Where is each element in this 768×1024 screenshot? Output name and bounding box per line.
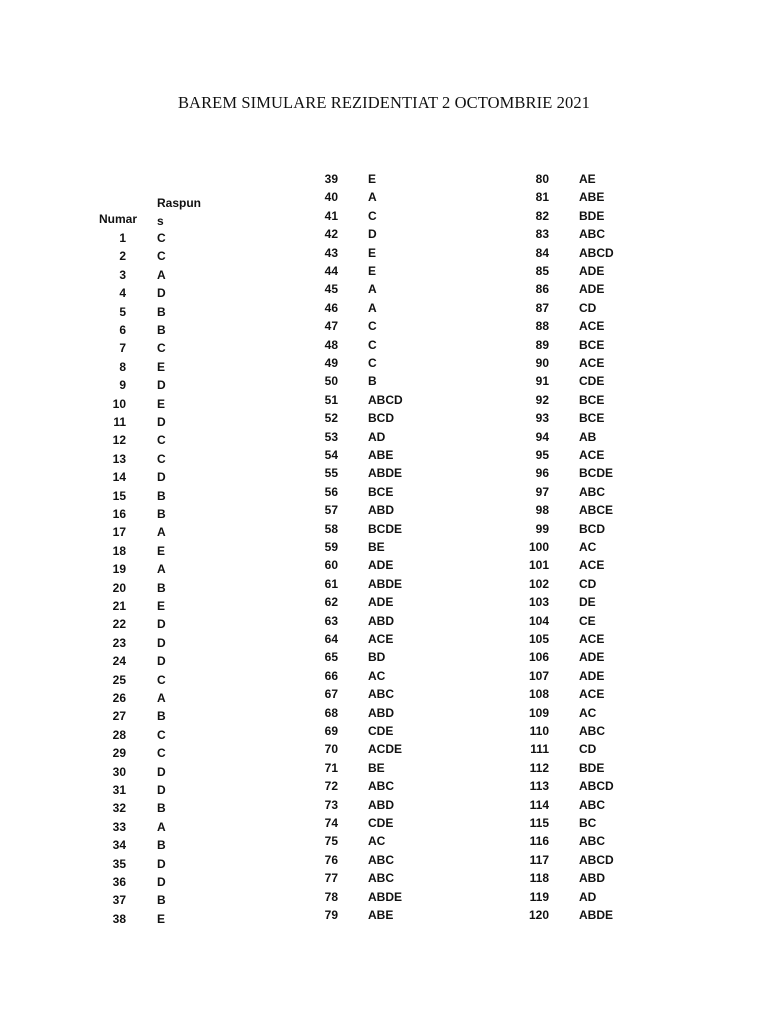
answer-letters: C bbox=[368, 319, 377, 334]
question-number: 31 bbox=[112, 783, 126, 797]
question-number: 9 bbox=[119, 378, 126, 393]
answer-letters: ABD bbox=[368, 797, 394, 812]
question-number: 68 bbox=[324, 705, 338, 720]
answer-letters: AB bbox=[579, 429, 597, 444]
question-number: 76 bbox=[324, 852, 338, 867]
answer-letters: ACDE bbox=[368, 742, 403, 757]
answer-letters: A bbox=[157, 819, 166, 834]
question-number: 107 bbox=[528, 668, 549, 683]
answer-letters: D bbox=[157, 764, 166, 779]
answer-letters: A bbox=[157, 267, 166, 282]
question-number: 89 bbox=[535, 337, 549, 352]
answer-letters: ABE bbox=[579, 190, 605, 205]
question-number: 115 bbox=[529, 816, 549, 830]
answer-letters: ABCE bbox=[579, 503, 614, 518]
answer-letters: ABC bbox=[579, 227, 605, 242]
answer-letters: B bbox=[157, 304, 166, 319]
answer-letters: B bbox=[157, 709, 166, 724]
question-number: 94 bbox=[535, 429, 549, 444]
question-number: 28 bbox=[112, 727, 126, 742]
question-number: 57 bbox=[324, 503, 338, 518]
question-number: 96 bbox=[535, 466, 549, 481]
question-number: 46 bbox=[324, 300, 338, 315]
question-number: 103 bbox=[528, 595, 549, 610]
question-number: 37 bbox=[112, 893, 126, 908]
question-number: 95 bbox=[535, 448, 549, 462]
question-number: 5 bbox=[119, 304, 126, 319]
question-number: 67 bbox=[324, 687, 338, 702]
answer-letters: D bbox=[157, 875, 166, 889]
question-number: 17 bbox=[112, 525, 126, 540]
answer-letters: ABC bbox=[579, 484, 605, 499]
question-number: 65 bbox=[324, 650, 338, 665]
header-answer-line2: s bbox=[157, 214, 164, 229]
question-number: 49 bbox=[324, 356, 338, 370]
answer-letters: C bbox=[368, 208, 377, 223]
question-number: 74 bbox=[324, 816, 338, 830]
question-number: 79 bbox=[324, 908, 338, 922]
question-number: 25 bbox=[112, 672, 126, 687]
answer-letters: AD bbox=[579, 889, 597, 904]
question-number: 90 bbox=[535, 356, 549, 370]
answer-letters: E bbox=[157, 396, 166, 411]
answer-letters: ABD bbox=[368, 503, 394, 518]
answer-letters: AC bbox=[579, 540, 597, 554]
answer-letters: AC bbox=[368, 668, 386, 683]
question-number: 21 bbox=[112, 599, 126, 613]
answer-letters: E bbox=[368, 172, 377, 186]
answer-letters: ACE bbox=[579, 558, 605, 573]
question-number: 8 bbox=[119, 359, 126, 374]
question-number: 41 bbox=[324, 208, 338, 223]
answer-letters: ABC bbox=[368, 852, 394, 867]
answer-letters: CDE bbox=[579, 374, 605, 389]
question-number: 55 bbox=[324, 466, 338, 481]
question-number: 1 bbox=[119, 231, 126, 245]
answer-letters: ACE bbox=[579, 319, 605, 334]
answer-letters: ACE bbox=[579, 356, 605, 370]
answer-letters: BE bbox=[368, 760, 385, 775]
question-number: 82 bbox=[535, 208, 549, 223]
question-number: 91 bbox=[535, 374, 549, 389]
question-number: 118 bbox=[529, 871, 549, 886]
answer-letters: BCE bbox=[579, 392, 605, 407]
answer-letters: AC bbox=[579, 705, 597, 720]
question-number: 102 bbox=[528, 576, 549, 591]
question-number: 80 bbox=[535, 172, 549, 186]
question-number: 106 bbox=[528, 650, 549, 665]
answer-letters: ABCD bbox=[579, 245, 614, 260]
question-number: 73 bbox=[324, 797, 338, 812]
question-number: 12 bbox=[112, 433, 126, 448]
question-number: 27 bbox=[112, 709, 126, 724]
question-number: 19 bbox=[112, 562, 126, 577]
answer-letters: B bbox=[157, 507, 166, 521]
answer-letters: ABC bbox=[579, 834, 605, 849]
question-number: 16 bbox=[112, 507, 126, 521]
answer-letters: ADE bbox=[579, 264, 605, 278]
answer-letters: C bbox=[157, 727, 166, 742]
question-number: 54 bbox=[324, 448, 338, 462]
question-number: 47 bbox=[324, 319, 338, 334]
answer-letters: ABCD bbox=[368, 392, 403, 407]
question-number: 120 bbox=[528, 908, 549, 922]
answer-letters: AE bbox=[579, 172, 596, 186]
question-number: 51 bbox=[324, 392, 338, 407]
answer-letters: D bbox=[157, 415, 166, 429]
answer-letters: ACE bbox=[579, 632, 605, 646]
answer-letters: BCE bbox=[579, 411, 605, 426]
answer-letters: B bbox=[157, 838, 166, 853]
question-number: 2 bbox=[119, 249, 126, 264]
answer-letters: ADE bbox=[579, 650, 605, 665]
answer-letters: D bbox=[157, 286, 166, 301]
answer-letters: CDE bbox=[368, 724, 394, 738]
answer-letters: CD bbox=[579, 742, 597, 757]
question-number: 38 bbox=[112, 911, 126, 926]
answer-letters: B bbox=[157, 893, 166, 908]
answer-letters: ABC bbox=[579, 797, 605, 812]
answer-letters: ABDE bbox=[368, 889, 403, 904]
question-number: 39 bbox=[324, 172, 338, 186]
question-number: 23 bbox=[112, 635, 126, 650]
answer-letters: ABD bbox=[579, 871, 605, 886]
answer-letters: D bbox=[157, 654, 166, 669]
question-number: 77 bbox=[324, 871, 338, 886]
question-number: 61 bbox=[324, 576, 338, 591]
answer-letters: ABC bbox=[368, 687, 394, 702]
answer-letters: ACE bbox=[368, 632, 394, 646]
header-number: Numar bbox=[99, 212, 138, 226]
question-number: 44 bbox=[324, 264, 338, 278]
question-number: 93 bbox=[535, 411, 549, 426]
answer-letters: BDE bbox=[579, 760, 605, 775]
answer-letters: ABC bbox=[579, 724, 605, 738]
question-number: 24 bbox=[112, 654, 126, 669]
question-number: 48 bbox=[324, 337, 338, 352]
question-number: 30 bbox=[112, 764, 126, 779]
answer-letters: CE bbox=[579, 613, 596, 628]
answer-letters: D bbox=[157, 617, 166, 632]
answer-letters: ABC bbox=[368, 871, 394, 886]
question-number: 113 bbox=[529, 779, 549, 794]
answer-letters: C bbox=[368, 337, 377, 352]
question-number: 66 bbox=[324, 668, 338, 683]
question-number: 50 bbox=[324, 374, 338, 389]
answer-letters: C bbox=[157, 451, 166, 466]
answer-letters: C bbox=[157, 746, 166, 761]
answer-letters: E bbox=[157, 543, 166, 558]
answer-letters: B bbox=[368, 374, 377, 389]
question-number: 32 bbox=[112, 801, 126, 816]
question-number: 35 bbox=[112, 856, 126, 871]
question-number: 81 bbox=[535, 190, 549, 205]
answer-letters: B bbox=[157, 323, 166, 337]
question-number: 64 bbox=[324, 632, 338, 646]
question-number: 43 bbox=[324, 245, 338, 260]
question-number: 34 bbox=[112, 838, 126, 853]
answer-letters: ABE bbox=[368, 448, 394, 462]
answer-letters: AC bbox=[368, 834, 386, 849]
answer-letters: ABDE bbox=[368, 576, 403, 591]
question-number: 45 bbox=[324, 282, 338, 297]
question-number: 29 bbox=[112, 746, 126, 761]
answer-letters: B bbox=[157, 488, 166, 503]
answer-letters: E bbox=[157, 359, 166, 374]
question-number: 92 bbox=[535, 392, 549, 407]
answer-letters: A bbox=[157, 691, 166, 705]
answer-letters: BCE bbox=[368, 484, 394, 499]
answer-letters: BCD bbox=[368, 411, 394, 426]
answer-letters: ABDE bbox=[579, 908, 614, 922]
answer-letters: C bbox=[157, 672, 166, 687]
question-number: 14 bbox=[112, 470, 126, 485]
answer-letters: ACE bbox=[579, 687, 605, 702]
question-number: 59 bbox=[324, 540, 338, 554]
answer-letters: D bbox=[157, 470, 166, 485]
answer-letters: D bbox=[368, 227, 377, 242]
question-number: 13 bbox=[112, 451, 126, 466]
answer-letters: ABD bbox=[368, 613, 394, 628]
question-number: 15 bbox=[112, 488, 126, 503]
question-number: 88 bbox=[535, 319, 549, 334]
answer-letters: ADE bbox=[579, 668, 605, 683]
answer-letters: C bbox=[157, 433, 166, 448]
question-number: 116 bbox=[529, 834, 549, 849]
answer-letters: B bbox=[157, 801, 166, 816]
question-number: 97 bbox=[535, 484, 549, 499]
question-number: 119 bbox=[529, 889, 549, 904]
question-number: 40 bbox=[324, 190, 338, 205]
answer-letters: D bbox=[157, 856, 166, 871]
header-answer bbox=[157, 194, 217, 231]
answer-letters: C bbox=[157, 341, 166, 356]
question-number: 85 bbox=[535, 264, 549, 278]
answer-letters: C bbox=[157, 231, 166, 245]
question-number: 99 bbox=[535, 521, 549, 536]
answer-letters: ABE bbox=[368, 908, 394, 922]
question-number: 98 bbox=[535, 503, 549, 518]
question-number: 3 bbox=[119, 267, 126, 282]
question-number: 36 bbox=[112, 875, 126, 889]
answer-letters: A bbox=[368, 190, 377, 205]
answer-letters: ADE bbox=[368, 595, 394, 610]
answer-letters: C bbox=[368, 356, 377, 370]
answer-letters: CDE bbox=[368, 816, 394, 830]
answer-letters: DE bbox=[579, 595, 596, 610]
question-number: 110 bbox=[529, 724, 549, 738]
question-number: 112 bbox=[529, 760, 549, 775]
question-number: 87 bbox=[535, 300, 549, 315]
question-number: 69 bbox=[324, 724, 338, 738]
answer-letters: BC bbox=[579, 816, 597, 830]
answer-letters: BD bbox=[368, 650, 386, 665]
answer-letters: D bbox=[157, 635, 166, 650]
question-number: 42 bbox=[324, 227, 338, 242]
answer-letters: ABCD bbox=[579, 779, 614, 794]
question-number: 78 bbox=[324, 889, 338, 904]
answer-letters: E bbox=[368, 264, 377, 278]
answer-letters: E bbox=[157, 911, 166, 926]
answer-letters: BCE bbox=[579, 337, 605, 352]
answer-letters: E bbox=[157, 599, 166, 613]
question-number: 111 bbox=[530, 742, 549, 757]
question-number: 86 bbox=[535, 282, 549, 297]
question-number: 62 bbox=[324, 595, 338, 610]
answer-letters: BCDE bbox=[368, 521, 403, 536]
answer-letters: ABDE bbox=[368, 466, 403, 481]
question-number: 72 bbox=[324, 779, 338, 794]
question-number: 83 bbox=[535, 227, 549, 242]
question-number: 101 bbox=[528, 558, 549, 573]
question-number: 56 bbox=[324, 484, 338, 499]
question-number: 26 bbox=[112, 691, 126, 705]
question-number: 108 bbox=[528, 687, 549, 702]
answer-letters: BCDE bbox=[579, 466, 614, 481]
answer-letters: ABC bbox=[368, 779, 394, 794]
answer-letters: ABD bbox=[368, 705, 394, 720]
page-title: BAREM SIMULARE REZIDENTIAT 2 OCTOMBRIE 2021 bbox=[177, 93, 591, 112]
question-number: 58 bbox=[324, 521, 338, 536]
question-number: 63 bbox=[324, 613, 338, 628]
answer-letters: BE bbox=[368, 540, 385, 554]
question-number: 114 bbox=[529, 797, 549, 812]
answer-letters: ADE bbox=[368, 558, 394, 573]
answer-letters: CD bbox=[579, 576, 597, 591]
question-number: 33 bbox=[112, 819, 126, 834]
question-number: 75 bbox=[324, 834, 338, 849]
question-number: 105 bbox=[528, 632, 549, 646]
header-answer-line1: Raspun bbox=[157, 196, 202, 210]
question-number: 20 bbox=[112, 580, 126, 595]
answer-letters: ABCD bbox=[579, 852, 614, 867]
question-number: 7 bbox=[119, 341, 126, 356]
question-number: 117 bbox=[529, 852, 549, 867]
question-number: 70 bbox=[324, 742, 338, 757]
question-number: 6 bbox=[119, 323, 126, 337]
answer-letters: ACE bbox=[579, 448, 605, 462]
answer-letters: AD bbox=[368, 429, 386, 444]
question-number: 52 bbox=[324, 411, 338, 426]
answer-letters: E bbox=[368, 245, 377, 260]
answer-letters: A bbox=[368, 282, 377, 297]
question-number: 18 bbox=[112, 543, 126, 558]
answer-letters: D bbox=[157, 783, 166, 797]
question-number: 109 bbox=[528, 705, 549, 720]
question-number: 84 bbox=[535, 245, 549, 260]
question-number: 4 bbox=[119, 286, 126, 301]
answer-letters: D bbox=[157, 378, 166, 393]
answer-letters: B bbox=[157, 580, 166, 595]
question-number: 104 bbox=[528, 613, 549, 628]
question-number: 10 bbox=[112, 396, 126, 411]
answer-letters: CD bbox=[579, 300, 597, 315]
answer-letters: A bbox=[157, 562, 166, 577]
answer-letters: C bbox=[157, 249, 166, 264]
question-number: 11 bbox=[113, 415, 126, 429]
question-number: 22 bbox=[112, 617, 126, 632]
question-number: 53 bbox=[324, 429, 338, 444]
answer-letters: BDE bbox=[579, 208, 605, 223]
answer-letters: BCD bbox=[579, 521, 605, 536]
answer-letters: ADE bbox=[579, 282, 605, 297]
question-number: 60 bbox=[324, 558, 338, 573]
question-number: 100 bbox=[528, 540, 549, 554]
answer-letters: A bbox=[368, 300, 377, 315]
answer-letters: A bbox=[157, 525, 166, 540]
question-number: 71 bbox=[324, 760, 338, 775]
